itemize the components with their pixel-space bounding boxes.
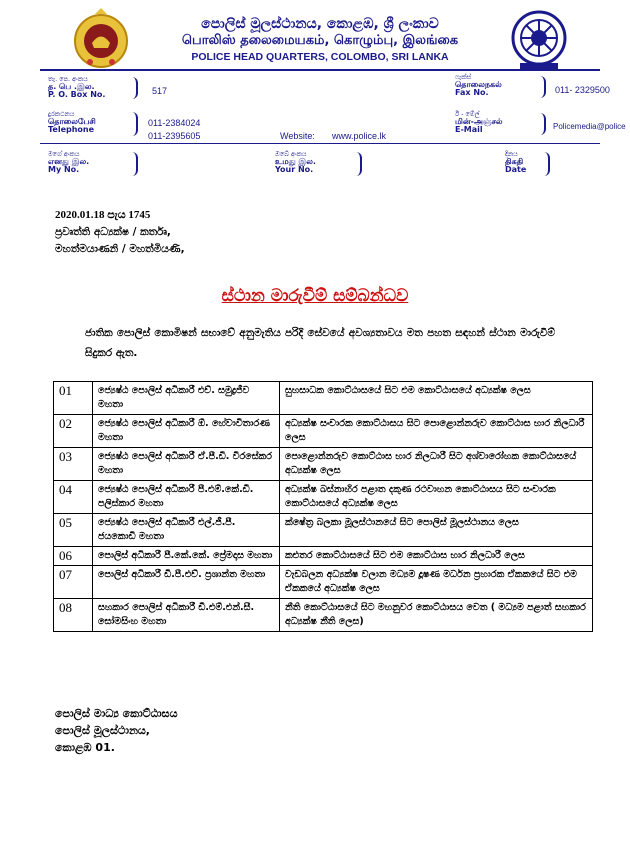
- brace: [128, 152, 138, 176]
- table-row: [54, 547, 593, 566]
- row-number: 05: [54, 514, 93, 547]
- brace: [352, 152, 362, 176]
- officer-name: පොලිස් අධිකාරී ඩී.පී.එච්. ප්‍රශාන්ත මහතා: [93, 566, 280, 599]
- telephone-value-2: 011-2395605: [148, 131, 201, 141]
- row-number: 08: [54, 599, 93, 632]
- fax-value: 011- 2329500: [555, 85, 610, 95]
- brace: [536, 113, 546, 135]
- website-label: Website:: [280, 131, 315, 141]
- posting-detail: කළුතර කොට්ඨාසයේ සිට එම කොට්ඨාස භාර නිලධාරී ලෙස: [280, 547, 593, 566]
- row-number: 04: [54, 481, 93, 514]
- telephone-label: දුරකථනය தொலைபேசி Telephone: [48, 110, 96, 134]
- sri-lanka-emblem-logo: [70, 8, 132, 70]
- officer-name: ජ්‍යෙෂ්ඨ පොලිස් අධිකාරී ඕ. හේවාවිතාරණ මහතා: [93, 415, 280, 448]
- table-row: [54, 415, 593, 448]
- posting-detail: ක්ෂේත්‍ර බලකා මූලස්ථානයේ සිට පොලිස් මූලස්ථානය ලෙස: [280, 514, 593, 547]
- addressee-line-2: මහත්මයාණනි / මහත්මියණි,: [55, 243, 185, 255]
- header-english: POLICE HEAD QUARTERS, COLOMBO, SRI LANKA: [191, 51, 449, 63]
- my-no-label: මගේ අංකය எனது இல. My No.: [48, 150, 90, 174]
- your-no-label: ඔබේ අංකය உமது இல. Your No.: [275, 150, 316, 174]
- table-row: [54, 599, 593, 632]
- police-emblem-logo: [508, 8, 570, 72]
- officer-name: පොලිස් අධිකාරී පී.කේ.කේ. ප්‍රේමදාස මහතා: [93, 547, 280, 566]
- officer-name: ජ්‍යෙෂ්ඨ පොලිස් අධිකාරී එල්.ජී.පී. ජයකොඩි මහතා: [93, 514, 280, 547]
- row-number: 01: [54, 382, 93, 415]
- email-value[interactable]: Policemedia@police: [553, 122, 626, 131]
- brace: [128, 112, 138, 136]
- posting-detail: අධ්‍යක්ෂ බස්නාහිර පළාත දකුණ රථවාහන කොට්ඨාසය සිට සංචාරක කොට්ඨාසයේ අධ්‍යක්ෂ ලෙස: [280, 481, 593, 514]
- posting-detail: අධ්‍යක්ෂ සංචාරක කොට්ඨාසය සිට පොළොන්නරුව කොට්ඨාස භාර නිලධාරී ලෙස: [280, 415, 593, 448]
- addressee-line-1: ප්‍රවෘත්ති අධ්‍යක්ෂ / කර්තෘ,: [55, 226, 171, 238]
- row-number: 06: [54, 547, 93, 566]
- brace: [128, 77, 138, 99]
- officer-name: ජ්‍යෙෂ්ඨ පොලිස් අධිකාරී පී.එම්.කේ.ඩී. පලිස්කාර මහතා: [93, 481, 280, 514]
- table-row: [54, 382, 593, 415]
- brace: [540, 152, 550, 176]
- row-number: 02: [54, 415, 93, 448]
- header-rule: [40, 69, 600, 71]
- intro-paragraph: ජාතික පොලිස් කොමිෂන් සභාවේ අනුමැතිය පරිදි සේවයේ අවශ්‍යතාවය මත පහත සඳහන් ස්ථාන මාරුවීම් සිදුකර ඇත.: [85, 327, 555, 359]
- row-number: 07: [54, 566, 93, 599]
- footer-line-3: කොළඹ 01.: [55, 741, 115, 754]
- brace: [536, 76, 546, 98]
- email-label: ඊ - මේල් மின்-அஞ்சல் E-Mail: [455, 110, 503, 134]
- fax-label: ෆැක්ස් தொலைநகல் Fax No.: [455, 73, 502, 97]
- transfers-table: [53, 381, 593, 632]
- pobox-value: 517: [152, 86, 168, 96]
- footer-line-2: පොලිස් මූලස්ථානය,: [55, 724, 150, 737]
- table-row: [54, 566, 593, 599]
- table-row: [54, 514, 593, 547]
- posting-detail: වැඩබලන අධ්‍යක්ෂ වලාන මධ්‍යම දූෂණ මර්ධන ප්‍රහාරක ඒකකයේ සිට එම ඒකකයේ අධ්‍යක්ෂ ලෙස: [280, 566, 593, 599]
- table-row: [54, 448, 593, 481]
- telephone-value-1: 011-2384024: [148, 118, 201, 128]
- header-tamil: பொலிஸ் தலைமையகம், கொழும்பு, இலங்கை: [181, 33, 459, 48]
- officer-name: ජ්‍යෙෂ්ඨ පොලිස් අධිකාරී එච්. සමුද්‍රජීව මහතා: [93, 382, 280, 415]
- header-rule-2: [40, 143, 600, 144]
- officer-name: සහකාර පොලිස් අධිකාරී ඩී.එම්.එන්.සී. සෝමසිංහ මහතා: [93, 599, 280, 632]
- pobox-label: තැ. පෙ. අංකය த. பெ .இல. P. O. Box No.: [48, 75, 106, 99]
- footer-line-1: පොලිස් මාධ්‍ය කොට්ඨාසය: [55, 707, 178, 720]
- date-label: දිනය திகதி Date: [505, 150, 527, 174]
- posting-detail: නීති කොට්ඨාසයේ සිට මහනුවර කොට්ඨාසය වෙත ( මධ්‍යම පළාත් සහකාර අධ්‍යක්ෂ නීති ලෙස): [280, 599, 593, 632]
- letter-title: ස්ථාන මාරුවීම් සම්බන්ධව: [221, 286, 409, 306]
- website-value[interactable]: www.police.lk: [332, 131, 387, 141]
- officer-name: ජ්‍යෙෂ්ඨ පොලිස් අධිකාරී ඒ.පී.ඩී. වීරසේකර මහතා: [93, 448, 280, 481]
- posting-detail: සුභසාධක කොට්ඨාසයේ සිට එම කොට්ඨාසයේ අධ්‍යක්ෂ ලෙස: [280, 382, 593, 415]
- header-sinhala: පොලිස් මූලස්ථානය, කොළඹ, ශ්‍රී ලංකාව: [201, 16, 439, 32]
- table-row: [54, 481, 593, 514]
- row-number: 03: [54, 448, 93, 481]
- letter-reference: 2020.01.18 පැය 1745: [55, 209, 151, 221]
- posting-detail: පොළොන්නරුව කොට්ඨාස භාර නිලධාරී සිට අශ්වාරෝහක කොට්ඨාසයේ අධ්‍යක්ෂ ලෙස: [280, 448, 593, 481]
